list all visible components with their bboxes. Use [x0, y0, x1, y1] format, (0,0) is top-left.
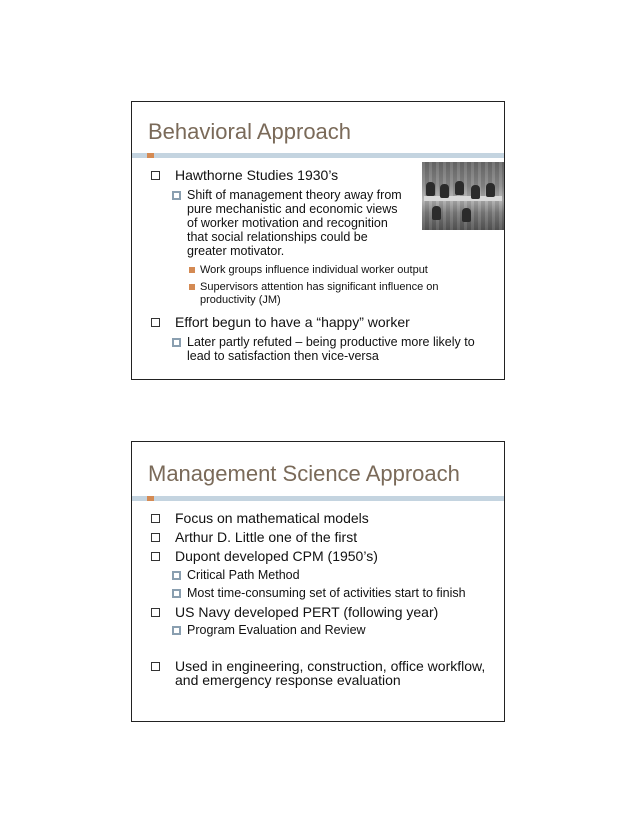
title-divider-bar: [132, 496, 504, 501]
bullet-level-1: [132, 315, 504, 329]
square-bullet-icon: [172, 589, 181, 598]
square-bullet-icon: [172, 191, 181, 200]
bullet-level-1: [132, 511, 504, 525]
bullet-level-1: [132, 659, 504, 687]
square-bullet-icon: [151, 552, 160, 561]
bullet-text: Arthur D. Little one of the first: [175, 529, 358, 545]
square-bullet-icon: [151, 318, 160, 327]
bullet-level-2: [132, 188, 504, 258]
title-divider-bar: [132, 153, 504, 158]
square-bullet-icon: [189, 267, 195, 273]
square-bullet-icon: [172, 338, 181, 347]
bullet-level-2: [132, 335, 504, 363]
bullet-text: Most time-consuming set of activities start to finish: [187, 586, 466, 600]
bullet-text: US Navy developed PERT (following year): [175, 604, 439, 620]
bullet-text: Hawthorne Studies 1930’s: [175, 167, 339, 183]
bullet-level-1: [132, 605, 504, 619]
square-bullet-icon: [151, 514, 160, 523]
square-bullet-icon: [172, 626, 181, 635]
bullet-level-2: [132, 623, 504, 637]
bullet-text: Focus on mathematical models: [175, 510, 369, 526]
square-bullet-icon: [151, 171, 160, 180]
slide-title: Behavioral Approach: [148, 119, 352, 144]
slide-content: [132, 511, 504, 687]
bullet-level-1: [132, 530, 504, 544]
square-bullet-icon: [151, 533, 160, 542]
bullet-level-3: [132, 281, 504, 307]
square-bullet-icon: [151, 662, 160, 671]
bullet-text: Used in engineering, construction, office workflow, and emergency response evaluation: [175, 658, 486, 688]
slide-title: Management Science Approach: [148, 461, 460, 486]
slide-management-science-approach: [131, 441, 505, 722]
square-bullet-icon: [189, 284, 195, 290]
bullet-level-2: [132, 586, 504, 600]
bullet-text: Later partly refuted – being productive more likely to lead to satisfaction then vice-versa: [187, 335, 475, 363]
slide-content: [132, 168, 504, 363]
divider-accent: [147, 153, 154, 158]
bullet-text: Effort begun to have a “happy” worker: [175, 314, 410, 330]
bullet-text: Critical Path Method: [187, 568, 300, 582]
square-bullet-icon: [172, 571, 181, 580]
bullet-level-1: [132, 549, 504, 563]
bullet-level-3: [132, 264, 504, 277]
bullet-text: Program Evaluation and Review: [187, 623, 366, 637]
square-bullet-icon: [151, 608, 160, 617]
bullet-level-1: [132, 168, 504, 182]
bullet-text: Dupont developed CPM (1950’s): [175, 548, 378, 564]
bullet-level-2: [132, 568, 504, 582]
bullet-text: Shift of management theory away from pure mechanistic and economic views of worker motivation and recognition that social relationships could be greater motivator.: [187, 188, 402, 258]
divider-accent: [147, 496, 154, 501]
bullet-text: Work groups influence individual worker output: [200, 264, 428, 276]
slide-behavioral-approach: [131, 101, 505, 380]
bullet-text: Supervisors attention has significant influence on productivity (JM): [200, 281, 439, 306]
